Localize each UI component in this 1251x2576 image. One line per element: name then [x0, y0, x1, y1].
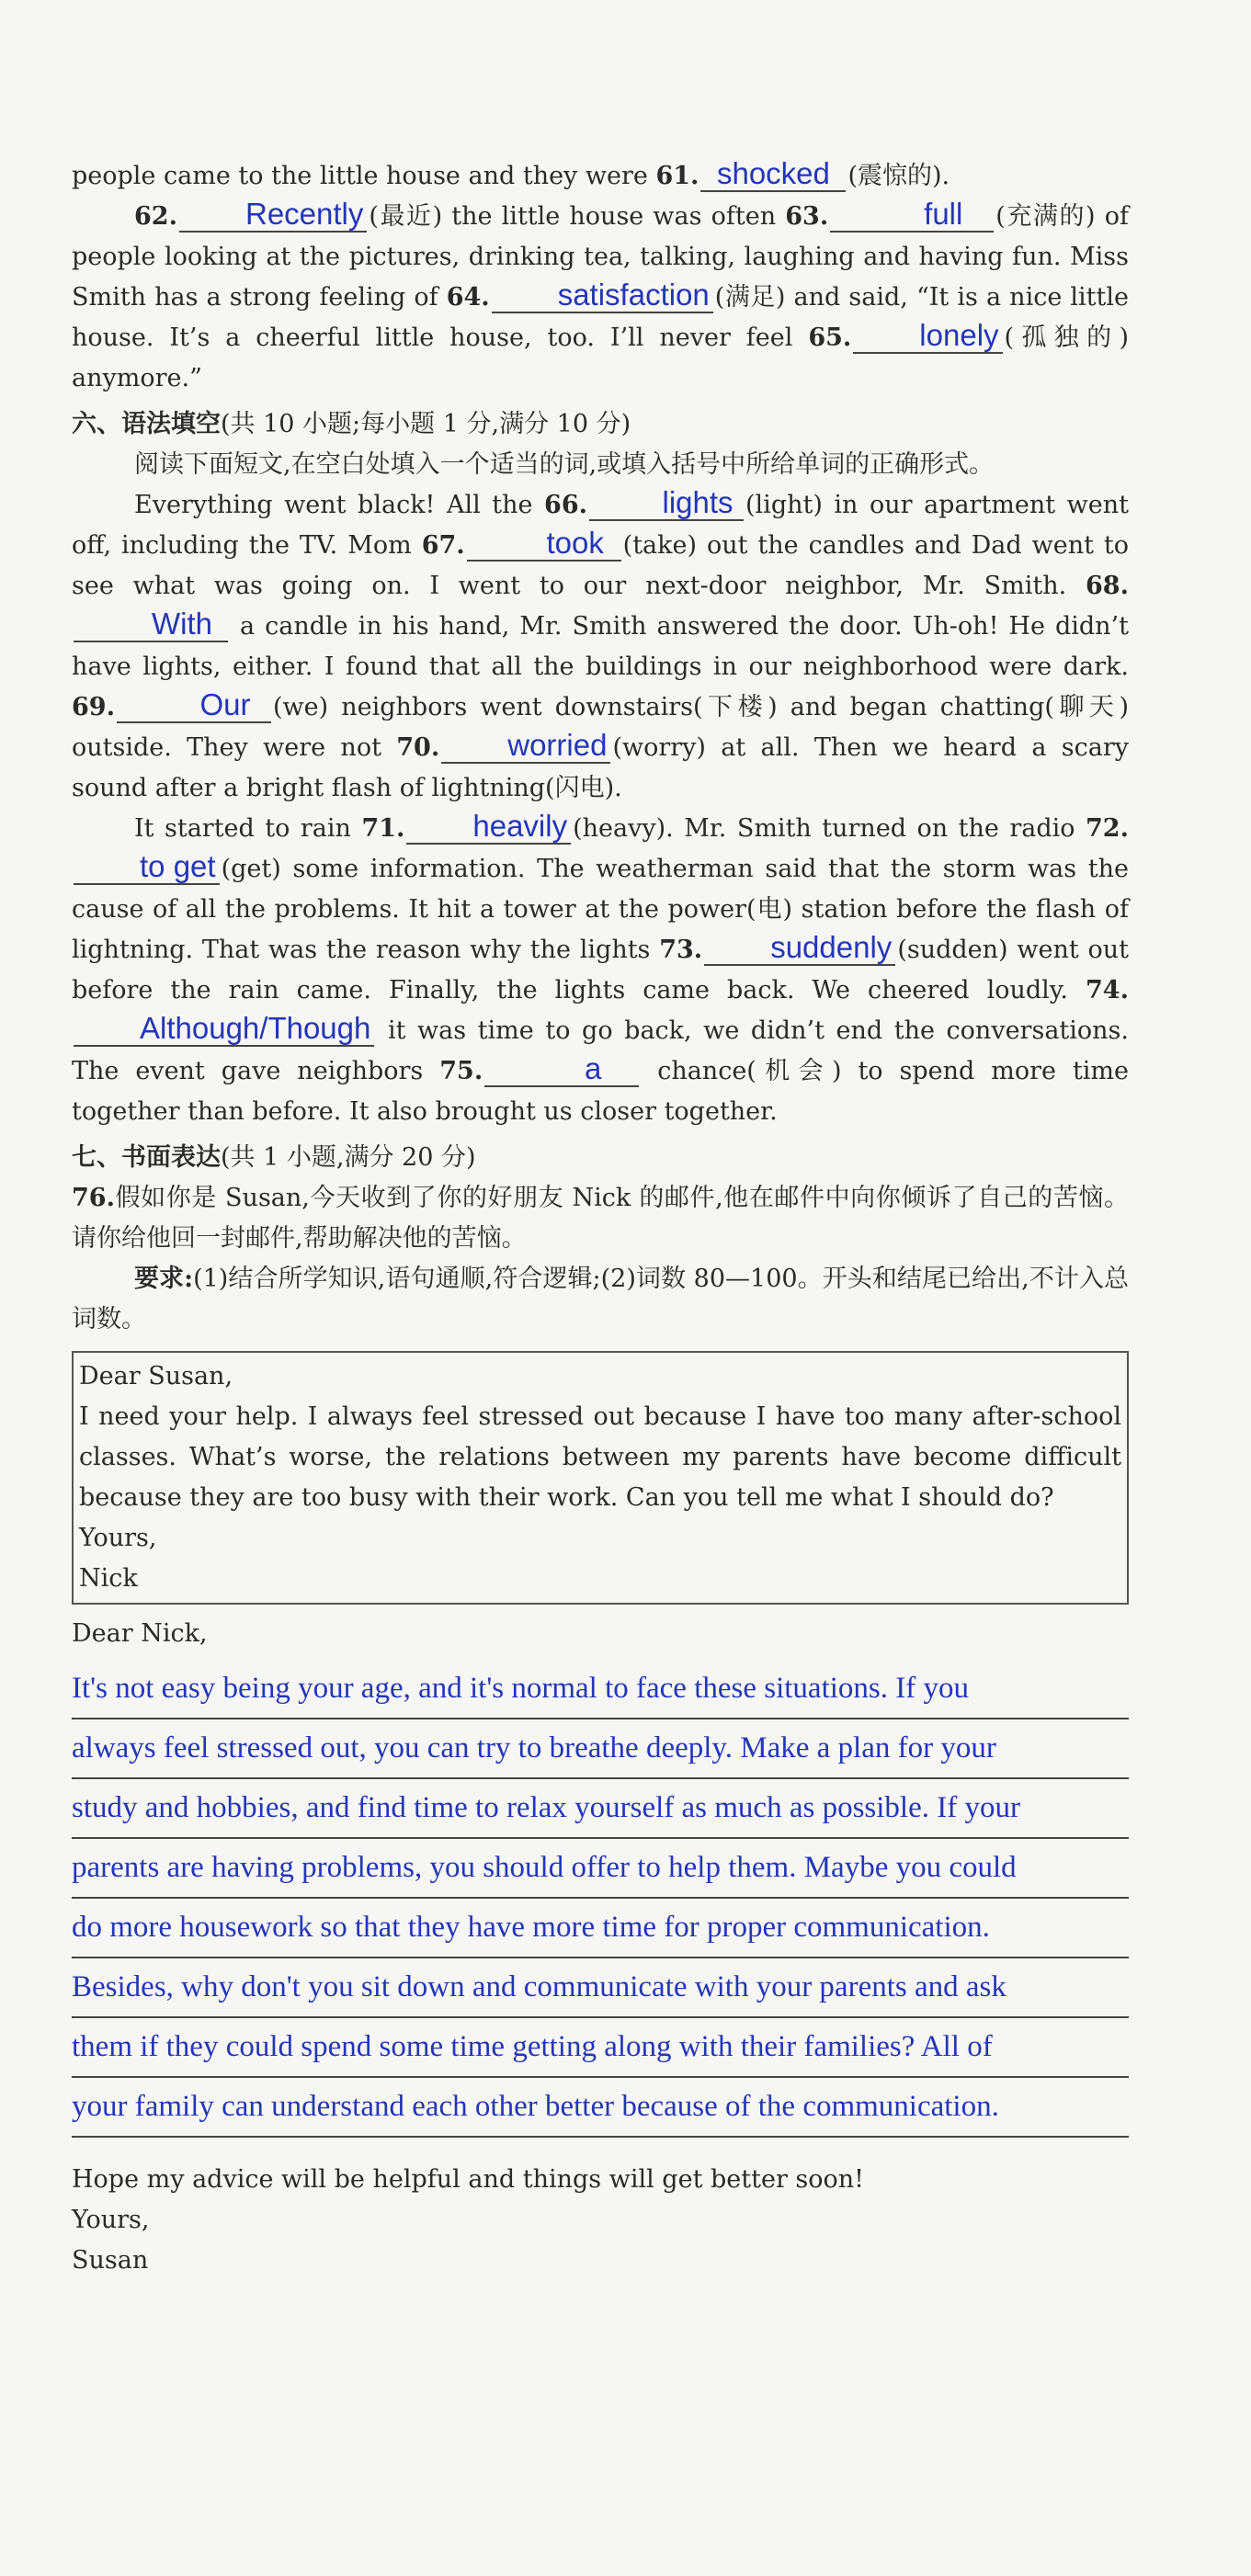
q62-number: 62. — [134, 202, 177, 231]
section7-prompt: 76.假如你是 Susan,今天收到了你的好朋友 Nick 的邮件,他在邮件中向你倾诉了自己的苦恼。请你给他回一封邮件,帮助解决他的苦恼。 — [72, 1184, 1129, 1253]
section6-heading: 六、语法填空(共 10 小题;每小题 1 分,满分 10 分) — [72, 410, 631, 438]
q65-number: 65. — [808, 323, 852, 352]
email-body: I need your help. I always feel stressed out because I have too many after-school classes. What’s worse, the relations between my parents have become difficult because they are too busy with their work. Can you tell me what I should do? — [79, 1402, 1121, 1512]
q76-number: 76. — [72, 1184, 115, 1212]
section6-instruction: 阅读下面短文,在空白处填入一个适当的词,或填入括号中所给单词的正确形式。 — [134, 450, 995, 479]
q69-number: 69. — [72, 693, 115, 721]
q69-answer: Our — [117, 688, 271, 723]
q66-number: 66. — [544, 491, 588, 519]
q65-answer: lonely — [853, 319, 1002, 354]
q64-number: 64. — [446, 283, 490, 312]
q67-answer: took — [467, 527, 621, 562]
section6-paragraph-1: Everything went black! All the 66. lights (light) in our apartment went off, including the TV. Mom 67. took (take) out the candles and Dad went to see what was going on. I went to our next-door neighbor, Mr. Smith. 68.With a candle in his hand, Mr. Smith answered the door. Uh-oh! He didn’t have lights, either. I found that all the buildings in our neighborhood were dark. 69. Our (we) neighbors went downstairs(下楼) and began chatting(聊天) outside. They were not 70. worried (worry) at all. Then we heard a scary sound after a bright flash of lightning(闪电). — [72, 485, 1129, 802]
reply-greeting: Dear Nick, — [72, 1619, 208, 1648]
q68-number: 68. — [1086, 572, 1129, 600]
email-greeting: Dear Susan, — [79, 1362, 233, 1390]
q68-answer: With — [74, 607, 228, 642]
q74-number: 74. — [1086, 976, 1129, 1004]
essay-line: parents are having problems, you should offer to help them. Maybe you could — [72, 1839, 1129, 1899]
q63-answer: full — [830, 198, 994, 233]
essay-line: study and hobbies, and find time to relax yourself as much as possible. If your — [72, 1779, 1129, 1839]
closing-signature: Susan — [72, 2246, 149, 2275]
q71-number: 71. — [361, 814, 405, 843]
closing-sentence: Hope my advice will be helpful and things will get better soon! — [72, 2165, 865, 2194]
essay-line: It's not easy being your age, and it's normal to face these situations. If you — [72, 1660, 1129, 1719]
q73-number: 73. — [659, 936, 703, 964]
essay-answer — [72, 1660, 1129, 2138]
essay-line: Besides, why don't you sit down and communicate with your parents and ask — [72, 1958, 1129, 2018]
q75-number: 75. — [439, 1057, 483, 1085]
email-yours: Yours, — [79, 1524, 157, 1552]
q70-answer: worried — [441, 729, 610, 764]
q63-number: 63. — [785, 202, 829, 231]
q73-answer: suddenly — [704, 931, 895, 966]
essay-line: your family can understand each other better because of the communication. — [72, 2078, 1129, 2138]
email-name: Nick — [79, 1564, 138, 1593]
essay-line: them if they could spend some time getting along with their families? All of — [72, 2018, 1129, 2078]
q75-answer: a — [484, 1052, 639, 1087]
essay-line: do more housework so that they have more time for proper communication. — [72, 1899, 1129, 1958]
passage-end-2: 62. Recently (最近) the little house was often 63. full (充满的) of people looking at the pictures, drinking tea, talking, laughing and having fun. Miss Smith has a strong feeling of 64. satisfaction (满足) and said, “It is a nice little house. It’s a cheerful little house, too. I’ll never feel 65. lonely (孤独的) anymore.” — [72, 197, 1129, 392]
section7-requirements: 要求:(1)结合所学知识,语句通顺,符合逻辑;(2)词数 80—100。开头和结尾已给出,不计入总词数。 — [72, 1265, 1130, 1333]
q72-answer: to get — [74, 850, 220, 885]
q61-answer: shocked — [700, 157, 846, 192]
section7-heading: 七、书面表达(共 1 小题,满分 20 分) — [72, 1143, 476, 1172]
reply-closing — [72, 2160, 1129, 2281]
q64-answer: satisfaction — [492, 278, 713, 313]
nick-email-box — [72, 1351, 1129, 1605]
q71-answer: heavily — [406, 810, 571, 845]
q74-answer: Although/Though — [74, 1012, 374, 1047]
q62-answer: Recently — [179, 198, 367, 233]
q72-number: 72. — [1086, 814, 1129, 843]
q70-number: 70. — [396, 733, 440, 762]
q66-answer: lights — [589, 486, 744, 521]
essay-line: always feel stressed out, you can try to breathe deeply. Make a plan for your — [72, 1719, 1129, 1779]
q67-number: 67. — [421, 531, 465, 560]
q61-number: 61. — [655, 162, 699, 190]
closing-yours: Yours, — [72, 2206, 150, 2234]
worksheet-page — [72, 156, 1129, 2281]
passage-end: people came to the little house and they were 61. shocked (震惊的). — [72, 156, 950, 190]
section6-paragraph-2: It started to rain 71. heavily (heavy). Mr. Smith turned on the radio 72.to get (get) some information. The weatherman said that the storm was the cause of all the problems. It hit a tower at the power(电) station before the flash of lightning. That was the reason why the lights 73. suddenly (sudden) went out before the rain came. Finally, the lights came back. We cheered loudly. 74.Although/Though it was time to go back, we didn’t end the conversations. The event gave neighbors 75. a chance(机会) to spend more time together than before. It also brought us closer together. — [72, 809, 1130, 1126]
